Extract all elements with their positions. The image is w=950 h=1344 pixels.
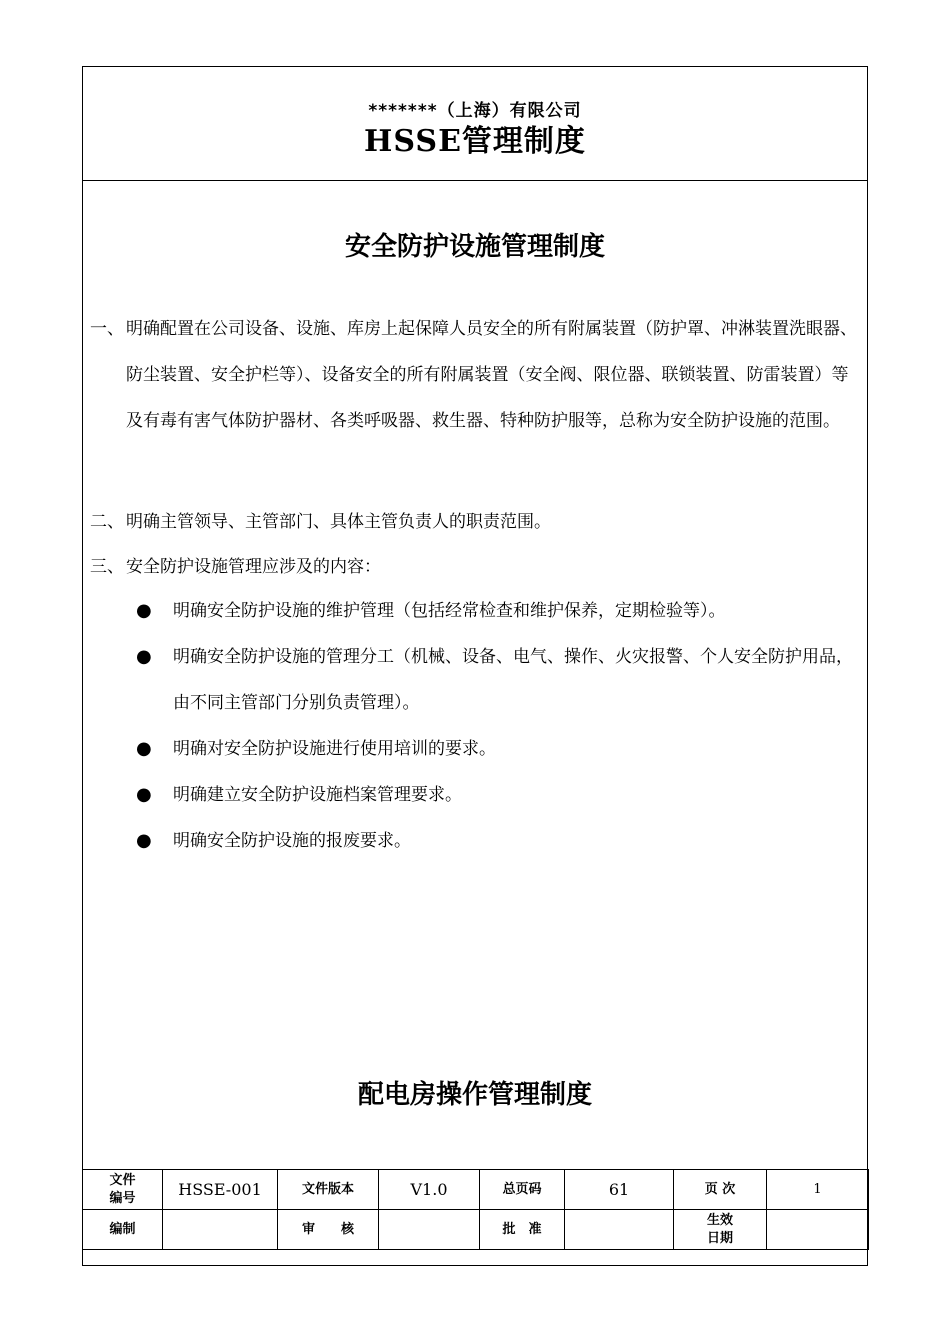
clause-text: 明确配置在公司设备、设施、库房上起保障人员安全的所有附属装置（防护罩、冲淋装置洗眼器、防尘装置、安全护栏等）、设备安全的所有附属装置（安全阀、限位器、联锁装置、防雷装置）等及有毒有害气体防护器材、各类呼吸器、救生器、特种防护服等，总称为安全防护设施的范围。 — [126, 319, 857, 431]
company-name: *******（上海）有限公司 — [368, 101, 582, 121]
clause-number: 二、 — [90, 512, 124, 532]
document-info-table — [82, 1169, 869, 1250]
bullet-list — [90, 588, 865, 864]
bullet-dot-icon: ● — [136, 600, 152, 621]
reviewed-label: 审 核 — [278, 1210, 379, 1250]
version-label: 文件版本 — [278, 1170, 379, 1210]
bullet-text: 明确对安全防护设施进行使用培训的要求。 — [173, 739, 496, 759]
bullet-item — [90, 634, 865, 726]
bullet-dot-icon: ● — [136, 830, 152, 851]
bullet-item — [90, 726, 865, 772]
clause-text: 安全防护设施管理应涉及的内容： — [126, 557, 381, 577]
document-header — [82, 66, 868, 181]
clause-number: 一、 — [90, 319, 124, 339]
page-value: 1 — [767, 1170, 869, 1210]
clause-number: 三、 — [90, 557, 124, 577]
approved-label: 批 准 — [480, 1210, 565, 1250]
total-pages-label: 总页码 — [480, 1170, 565, 1210]
clause-text: 明确主管领导、主管部门、具体主管负责人的职责范围。 — [126, 512, 551, 532]
version-value: V1.0 — [379, 1170, 480, 1210]
section-title-safety-facilities: 安全防护设施管理制度 — [344, 232, 605, 262]
bullet-item — [90, 818, 865, 864]
clause-3 — [90, 544, 865, 590]
bullet-dot-icon: ● — [136, 784, 152, 805]
bullet-text: 明确安全防护设施的管理分工（机械、设备、电气、操作、火灾报警、个人安全防护用品，由不同主管部门分别负责管理）。 — [173, 647, 853, 713]
bullet-item — [90, 772, 865, 818]
page-label: 页 次 — [674, 1170, 767, 1210]
bullet-text: 明确安全防护设施的维护管理（包括经常检查和维护保养，定期检验等）。 — [173, 601, 726, 621]
prepared-label: 编制 — [83, 1210, 163, 1250]
system-title: HSSE管理制度 — [364, 124, 586, 159]
doc-number-label: 文件 编号 — [83, 1170, 163, 1210]
bullet-dot-icon: ● — [136, 738, 152, 759]
section-title-power-room: 配电房操作管理制度 — [357, 1080, 592, 1110]
effective-date-value — [767, 1210, 869, 1250]
bullet-dot-icon: ● — [136, 646, 152, 667]
reviewed-value — [379, 1210, 480, 1250]
approved-value — [565, 1210, 674, 1250]
bullet-text: 明确建立安全防护设施档案管理要求。 — [173, 785, 462, 805]
prepared-value — [163, 1210, 278, 1250]
total-pages-value: 61 — [565, 1170, 674, 1210]
bullet-text: 明确安全防护设施的报废要求。 — [173, 831, 411, 851]
doc-number-value: HSSE-001 — [163, 1170, 278, 1210]
clause-1 — [90, 306, 865, 444]
effective-date-label: 生效 日期 — [674, 1210, 767, 1250]
clause-2 — [90, 499, 865, 545]
bullet-item — [90, 588, 865, 634]
